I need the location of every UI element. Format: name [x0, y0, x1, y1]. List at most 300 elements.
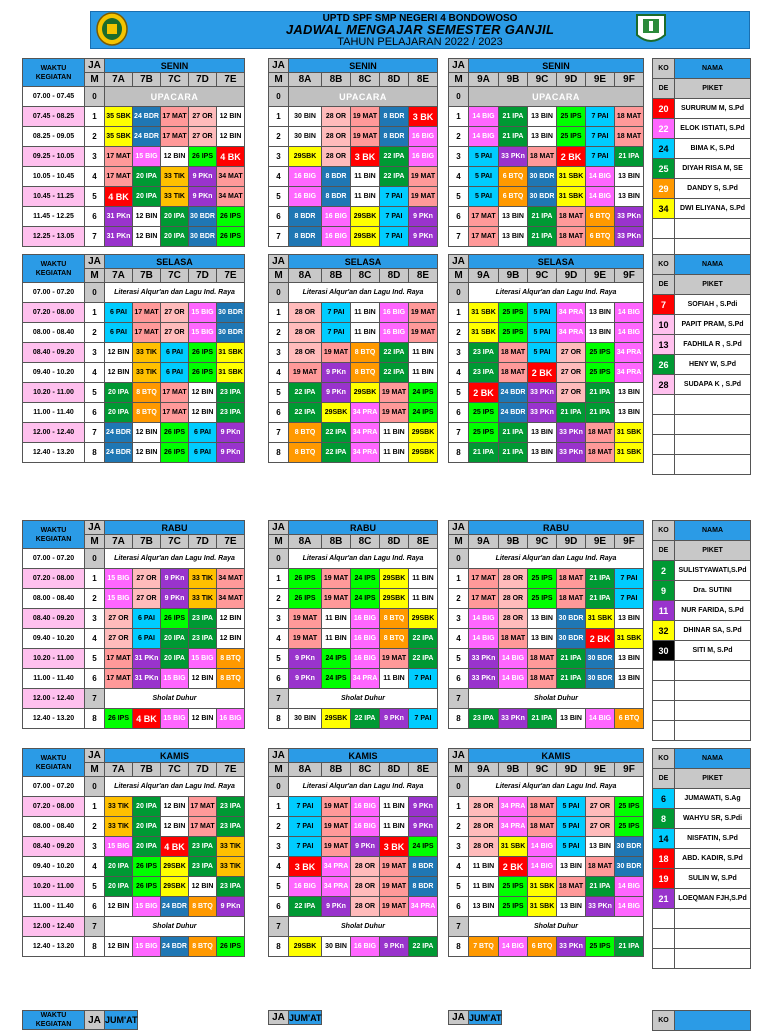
period-number: 4 [85, 629, 105, 649]
lesson-cell: 11 BIN [380, 423, 409, 443]
lesson-cell: 6 BTQ [615, 709, 644, 729]
lesson-cell: 20 IPA [133, 817, 161, 837]
period-number: 6 [449, 669, 469, 689]
lesson-cell: 13 BIN [528, 423, 557, 443]
lesson-cell: 29SBK [351, 383, 380, 403]
time-slot: 09.40 - 10.20 [23, 629, 85, 649]
lesson-cell: 13 BIN [528, 107, 557, 127]
lesson-cell: 7 PAI [289, 817, 322, 837]
period-number: 4 [449, 167, 469, 187]
teacher-name: ELOK ISTIATI, S.Pd [675, 119, 751, 139]
lesson-cell: 27 OR [133, 569, 161, 589]
special-activity: UPACARA [289, 87, 438, 107]
lesson-cell: 19 MAT [409, 303, 438, 323]
day-title: RABU [469, 521, 644, 535]
lesson-cell: 19 MAT [380, 403, 409, 423]
piket-panel [652, 748, 751, 969]
lesson-cell: 9 PKn [289, 649, 322, 669]
period-number: 0 [85, 777, 105, 797]
lesson-cell: 9 PKn [161, 569, 189, 589]
lesson-cell: 28 OR [499, 589, 528, 609]
lesson-cell: 9 PKn [289, 669, 322, 689]
period-number: 0 [85, 549, 105, 569]
lesson-cell: 31 SBK [557, 187, 586, 207]
lesson-cell: 33 TIK [161, 167, 189, 187]
ja-header: JA [269, 255, 289, 269]
waktu-header: WAKTU KEGIATAN [23, 59, 85, 87]
class-header: 8D [380, 73, 409, 87]
lesson-cell: 33 TIK [189, 589, 217, 609]
lesson-cell: 19 MAT [380, 383, 409, 403]
schedule-kamis-grade9 [448, 748, 644, 957]
time-slot: 08.00 - 08.40 [23, 817, 85, 837]
special-activity: UPACARA [469, 87, 644, 107]
lesson-cell: 12 BIN [133, 227, 161, 247]
lesson-cell: 16 BIG [409, 127, 438, 147]
lesson-cell: 11 BIN [409, 363, 438, 383]
lesson-cell: 24 BDR [161, 897, 189, 917]
teacher-name [675, 949, 751, 969]
lesson-cell: 26 IPS [161, 609, 189, 629]
lesson-cell: 9 PKn [409, 207, 438, 227]
teacher-code [653, 661, 675, 681]
lesson-cell: 11 BIN [351, 167, 380, 187]
m-header: M [269, 763, 289, 777]
teacher-name [675, 929, 751, 949]
lesson-cell: 24 IPS [322, 669, 351, 689]
lesson-cell: 29SBK [161, 857, 189, 877]
lesson-cell: 13 BIN [557, 709, 586, 729]
de-header: DE [653, 541, 675, 561]
schedule-jumat-grade7 [22, 1010, 250, 1030]
period-number: 8 [85, 443, 105, 463]
time-slot: 11.45 - 12.25 [23, 207, 85, 227]
lesson-cell: 20 IPA [161, 629, 189, 649]
piket-panel [652, 520, 751, 741]
period-number: 8 [269, 443, 289, 463]
lesson-cell: 8 BTQ [217, 669, 245, 689]
period-number: 4 [269, 363, 289, 383]
time-slot: 12.00 - 12.40 [23, 917, 85, 937]
lesson-cell: 8 BDR [409, 877, 438, 897]
class-header: 7D [189, 535, 217, 549]
class-header: 7E [217, 535, 245, 549]
day-title: KAMIS [289, 749, 438, 763]
lesson-cell: 23 IPA [217, 403, 245, 423]
lesson-cell: 31 SBK [528, 877, 557, 897]
teacher-code [653, 949, 675, 969]
lesson-cell: 19 MAT [380, 877, 409, 897]
day-title: SELASA [469, 255, 644, 269]
teacher-code: 26 [653, 355, 675, 375]
day-title: SELASA [105, 255, 245, 269]
lesson-cell: 27 OR [557, 343, 586, 363]
lesson-cell: 19 MAT [322, 343, 351, 363]
lesson-cell: 12 BIN [161, 147, 189, 167]
lesson-cell: 12 BIN [189, 669, 217, 689]
teacher-code [653, 395, 675, 415]
class-header: 8D [380, 269, 409, 283]
lesson-cell: 2 BK [557, 147, 586, 167]
lesson-cell: 15 BIG [161, 669, 189, 689]
lesson-cell: 33 PKn [469, 669, 499, 689]
lesson-cell: 34 MAT [217, 569, 245, 589]
lesson-cell: 21 IPA [528, 227, 557, 247]
lesson-cell: 20 IPA [105, 857, 133, 877]
lesson-cell: 29SBK [289, 147, 322, 167]
ja-header: JA [85, 521, 105, 535]
lesson-cell: 21 IPA [586, 589, 615, 609]
piket-header: PIKET [675, 541, 751, 561]
lesson-cell: 12 BIN [189, 877, 217, 897]
lesson-cell: 19 MAT [322, 797, 351, 817]
lesson-cell: 34 PRA [322, 857, 351, 877]
lesson-cell: 12 BIN [161, 797, 189, 817]
class-header: 9E [586, 535, 615, 549]
teacher-name: HENY W, S.Pd [675, 355, 751, 375]
lesson-cell: 28 OR [322, 127, 351, 147]
lesson-cell: 31 PKn [133, 669, 161, 689]
lesson-cell: 33 PKn [557, 423, 586, 443]
lesson-cell: 29SBK [380, 569, 409, 589]
special-activity: Sholat Duhur [105, 689, 245, 709]
lesson-cell: 25 IPS [557, 107, 586, 127]
lesson-cell: 30 BIN [289, 127, 322, 147]
lesson-cell: 34 MAT [217, 187, 245, 207]
teacher-code: 8 [653, 809, 675, 829]
lesson-cell: 19 MAT [380, 649, 409, 669]
lesson-cell: 8 BDR [322, 167, 351, 187]
teacher-code [653, 681, 675, 701]
lesson-cell: 9 PKn [380, 709, 409, 729]
period-number: 2 [269, 817, 289, 837]
de-header: DE [653, 769, 675, 789]
teacher-code: 10 [653, 315, 675, 335]
lesson-cell: 34 PRA [615, 363, 644, 383]
lesson-cell: 21 IPA [557, 403, 586, 423]
lesson-cell: 21 IPA [528, 709, 557, 729]
period-number: 0 [269, 549, 289, 569]
teacher-code: 34 [653, 199, 675, 219]
lesson-cell: 27 OR [105, 629, 133, 649]
period-number: 8 [269, 937, 289, 957]
lesson-cell: 28 OR [469, 797, 499, 817]
lesson-cell: 21 IPA [499, 107, 528, 127]
lesson-cell: 27 OR [189, 107, 217, 127]
class-header: 7D [189, 269, 217, 283]
m-header: M [269, 535, 289, 549]
lesson-cell: 13 BIN [615, 167, 644, 187]
lesson-cell: 33 PKn [557, 937, 586, 957]
schedule-senin-grade9 [448, 58, 644, 247]
lesson-cell: 17 MAT [161, 127, 189, 147]
lesson-cell: 34 MAT [217, 589, 245, 609]
lesson-cell: 6 BTQ [586, 207, 615, 227]
lesson-cell: 34 MAT [217, 167, 245, 187]
period-number: 7 [85, 227, 105, 247]
lesson-cell: 33 PKn [528, 383, 557, 403]
ja-header: JA [449, 1011, 469, 1025]
lesson-cell: 11 BIN [351, 303, 380, 323]
period-number: 4 [449, 363, 469, 383]
lesson-cell: 15 BIG [133, 147, 161, 167]
lesson-cell: 9 PKn [217, 443, 245, 463]
lesson-cell: 23 IPA [189, 837, 217, 857]
schedule-title: JADWAL MENGAJAR SEMESTER GANJIL [285, 22, 555, 37]
lesson-cell: 16 BIG [351, 937, 380, 957]
lesson-cell: 27 OR [105, 609, 133, 629]
period-number: 6 [85, 207, 105, 227]
class-header: 7D [189, 763, 217, 777]
lesson-cell: 7 PAI [380, 207, 409, 227]
lesson-cell: 25 IPS [528, 569, 557, 589]
lesson-cell: 29SBK [351, 207, 380, 227]
m-header: M [449, 269, 469, 283]
time-slot: 08.40 - 09.20 [23, 343, 85, 363]
period-number: 3 [269, 609, 289, 629]
lesson-cell: 27 OR [161, 323, 189, 343]
lesson-cell: 3 BK [351, 147, 380, 167]
period-number: 5 [85, 649, 105, 669]
lesson-cell: 33 TIK [189, 569, 217, 589]
day-title: KAMIS [105, 749, 245, 763]
teacher-code: 30 [653, 641, 675, 661]
period-number: 4 [85, 363, 105, 383]
period-number: 0 [449, 87, 469, 107]
lesson-cell: 16 BIG [289, 187, 322, 207]
lesson-cell: 5 PAI [469, 187, 499, 207]
time-slot: 07.00 - 07.20 [23, 549, 85, 569]
teacher-code: 13 [653, 335, 675, 355]
lesson-cell: 31 SBK [469, 303, 499, 323]
lesson-cell: 25 IPS [615, 817, 644, 837]
time-slot: 07.45 - 08.25 [23, 107, 85, 127]
period-number: 7 [449, 227, 469, 247]
period-number: 8 [269, 709, 289, 729]
lesson-cell: 7 PAI [615, 569, 644, 589]
lesson-cell: 26 IPS [217, 207, 245, 227]
class-header: 7B [133, 763, 161, 777]
lesson-cell: 29SBK [161, 877, 189, 897]
day-title: SELASA [289, 255, 438, 269]
class-header: 9A [469, 763, 499, 777]
lesson-cell: 21 IPA [499, 423, 528, 443]
lesson-cell: 7 PAI [289, 797, 322, 817]
lesson-cell: 8 BTQ [289, 423, 322, 443]
teacher-code [653, 909, 675, 929]
school-name: UPTD SPF SMP NEGERI 4 BONDOWOSO [322, 13, 518, 24]
lesson-cell: 31 PKn [105, 207, 133, 227]
special-activity: Sholat Duhur [469, 917, 644, 937]
class-header: 7B [133, 269, 161, 283]
lesson-cell: 8 BTQ [380, 609, 409, 629]
lesson-cell: 31 SBK [528, 897, 557, 917]
lesson-cell: 34 PRA [615, 343, 644, 363]
lesson-cell: 21 IPA [499, 443, 528, 463]
lesson-cell: 21 IPA [615, 937, 644, 957]
lesson-cell: 26 IPS [189, 343, 217, 363]
lesson-cell: 8 BDR [380, 107, 409, 127]
lesson-cell: 13 BIN [586, 303, 615, 323]
lesson-cell: 16 BIG [289, 167, 322, 187]
lesson-cell: 23 IPA [469, 343, 499, 363]
lesson-cell: 18 MAT [557, 227, 586, 247]
period-number: 2 [85, 323, 105, 343]
lesson-cell: 17 MAT [189, 817, 217, 837]
teacher-name [675, 909, 751, 929]
lesson-cell: 34 PRA [351, 403, 380, 423]
lesson-cell: 16 BIG [351, 609, 380, 629]
lesson-cell: 27 OR [133, 589, 161, 609]
schedule-jumat-grade8 [268, 1010, 438, 1025]
waktu-header: WAKTU KEGIATAN [23, 521, 85, 549]
lesson-cell: 13 BIN [469, 897, 499, 917]
lesson-cell: 6 PAI [133, 629, 161, 649]
period-number: 7 [269, 227, 289, 247]
class-header: 8E [409, 269, 438, 283]
lesson-cell: 26 IPS [217, 937, 245, 957]
lesson-cell: 27 OR [586, 797, 615, 817]
lesson-cell: 6 PAI [189, 423, 217, 443]
class-header: 9D [557, 269, 586, 283]
ja-header: JA [269, 59, 289, 73]
lesson-cell: 30 BDR [189, 227, 217, 247]
lesson-cell: 33 TIK [161, 187, 189, 207]
m-header: M [85, 763, 105, 777]
teacher-name [675, 661, 751, 681]
m-header: M [449, 73, 469, 87]
lesson-cell: 8 BTQ [351, 343, 380, 363]
period-number: 3 [85, 343, 105, 363]
lesson-cell: 12 BIN [189, 403, 217, 423]
period-number: 5 [85, 877, 105, 897]
teacher-name: DHINAR SA, S.Pd [675, 621, 751, 641]
class-header: 7B [133, 73, 161, 87]
lesson-cell: 26 IPS [161, 443, 189, 463]
lesson-cell: 18 MAT [557, 589, 586, 609]
lesson-cell: 7 PAI [409, 709, 438, 729]
lesson-cell: 33 TIK [105, 797, 133, 817]
lesson-cell: 13 BIN [615, 669, 644, 689]
period-number: 4 [269, 629, 289, 649]
special-activity: Literasi Alqur'an dan Lagu Ind. Raya [469, 777, 644, 797]
lesson-cell: 30 BDR [189, 207, 217, 227]
time-slot: 07.00 - 07.20 [23, 283, 85, 303]
period-number: 4 [449, 857, 469, 877]
teacher-name: NISFATIN, S.Pd [675, 829, 751, 849]
lesson-cell: 23 IPA [189, 609, 217, 629]
ja-header: JA [269, 1011, 289, 1025]
lesson-cell: 18 MAT [528, 669, 557, 689]
time-slot: 12.00 - 12.40 [23, 423, 85, 443]
lesson-cell: 22 IPA [351, 709, 380, 729]
lesson-cell: 18 MAT [586, 423, 615, 443]
teacher-name: SULISTYAWATI,S.Pd [675, 561, 751, 581]
lesson-cell: 7 PAI [586, 147, 615, 167]
lesson-cell: 3 BK [409, 107, 438, 127]
class-header: 9D [557, 73, 586, 87]
lesson-cell: 15 BIG [189, 323, 217, 343]
lesson-cell: 12 BIN [217, 609, 245, 629]
lesson-cell: 22 IPA [409, 649, 438, 669]
lesson-cell: 21 IPA [586, 403, 615, 423]
period-number: 8 [449, 937, 469, 957]
lesson-cell: 31 SBK [499, 837, 528, 857]
lesson-cell: 29SBK [322, 403, 351, 423]
lesson-cell: 24 BDR [499, 383, 528, 403]
period-number: 7 [269, 689, 289, 709]
lesson-cell: 11 BIN [322, 629, 351, 649]
class-header: 8B [322, 763, 351, 777]
nama-header: NAMA [675, 749, 751, 769]
ja-header: JA [85, 1011, 105, 1030]
period-number: 1 [269, 107, 289, 127]
period-number: 6 [269, 403, 289, 423]
lesson-cell: 27 OR [557, 363, 586, 383]
lesson-cell: 13 BIN [615, 649, 644, 669]
class-header: 9F [615, 269, 644, 283]
lesson-cell: 11 BIN [380, 669, 409, 689]
lesson-cell: 12 BIN [105, 897, 133, 917]
lesson-cell: 11 BIN [351, 187, 380, 207]
teacher-name: LOEQMAN FJH,S.Pd [675, 889, 751, 909]
education-emblem-icon [633, 13, 669, 47]
lesson-cell: 20 IPA [133, 797, 161, 817]
lesson-cell: 18 MAT [499, 343, 528, 363]
period-number: 6 [85, 897, 105, 917]
lesson-cell: 4 BK [217, 147, 245, 167]
ja-header: JA [449, 521, 469, 535]
class-header: 8C [351, 269, 380, 283]
lesson-cell: 14 BIG [499, 669, 528, 689]
lesson-cell: 17 MAT [161, 107, 189, 127]
lesson-cell: 2 BK [586, 629, 615, 649]
time-slot: 11.00 - 11.40 [23, 403, 85, 423]
period-number: 5 [269, 649, 289, 669]
lesson-cell: 5 PAI [557, 837, 586, 857]
schedule-kamis-grade7 [22, 748, 245, 957]
class-header: 8C [351, 73, 380, 87]
lesson-cell: 18 MAT [528, 797, 557, 817]
lesson-cell: 17 MAT [469, 227, 499, 247]
period-number: 1 [85, 569, 105, 589]
lesson-cell: 13 BIN [557, 857, 586, 877]
lesson-cell: 30 BDR [528, 167, 557, 187]
lesson-cell: 33 PKn [615, 207, 644, 227]
piket-panel [652, 1010, 751, 1031]
class-header: 9A [469, 269, 499, 283]
lesson-cell: 16 BIG [409, 147, 438, 167]
ko-header: KO [653, 749, 675, 769]
lesson-cell: 9 PKn [217, 423, 245, 443]
lesson-cell: 6 BTQ [499, 167, 528, 187]
teacher-code: 18 [653, 849, 675, 869]
lesson-cell: 18 MAT [557, 207, 586, 227]
lesson-cell: 25 IPS [499, 323, 528, 343]
teacher-code [653, 219, 675, 239]
class-header: 9C [528, 763, 557, 777]
lesson-cell: 30 BDR [586, 649, 615, 669]
lesson-cell: 5 PAI [557, 797, 586, 817]
lesson-cell: 25 IPS [469, 423, 499, 443]
period-number: 5 [449, 383, 469, 403]
lesson-cell: 34 PRA [322, 877, 351, 897]
lesson-cell: 17 MAT [105, 167, 133, 187]
teacher-name: SURURUM M, S.Pd [675, 99, 751, 119]
ja-header: JA [269, 521, 289, 535]
lesson-cell: 8 BDR [322, 187, 351, 207]
lesson-cell: 19 MAT [409, 187, 438, 207]
